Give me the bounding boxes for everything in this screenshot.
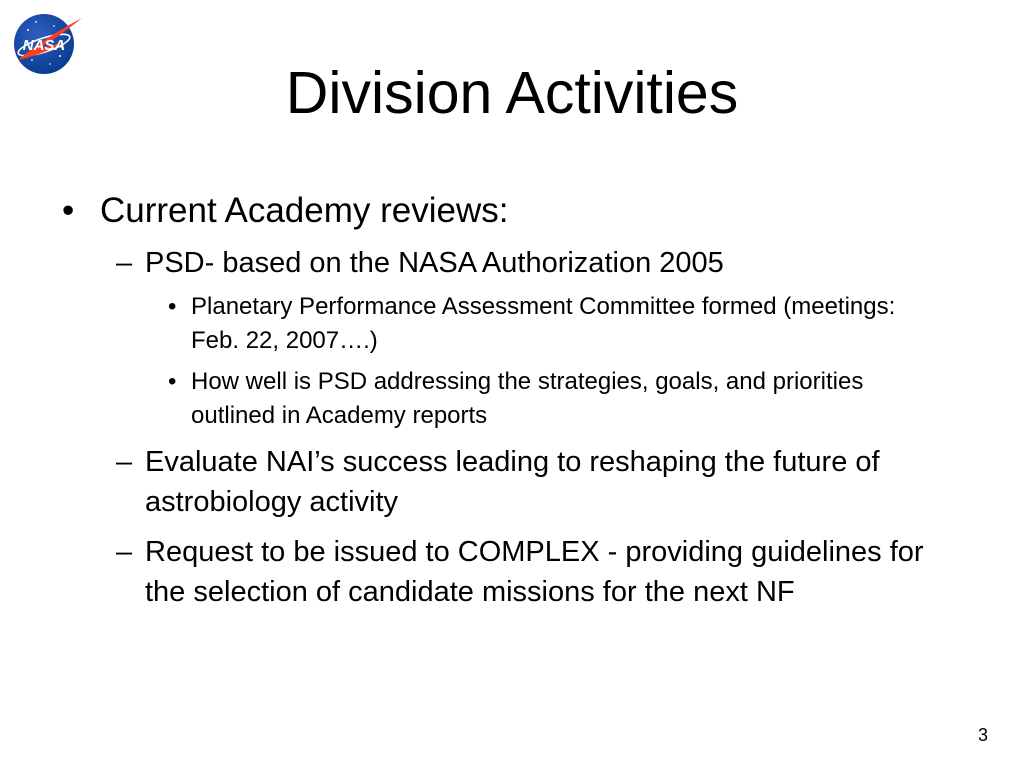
bullet-text: Current Academy reviews: xyxy=(100,191,509,230)
subsubbullet-text: Planetary Performance Assessment Committee formed (meetings: Feb. 22, 2007….) xyxy=(191,293,896,354)
dash-marker: – xyxy=(116,446,133,478)
slide-title: Division Activities xyxy=(285,60,739,126)
bullet-marker: • xyxy=(62,191,75,230)
nasa-logo-wordmark: NASA xyxy=(22,37,66,54)
dash-marker: – xyxy=(116,247,133,279)
bullet-marker: • xyxy=(168,368,177,395)
bullet-marker: • xyxy=(168,293,177,320)
subbullet-text: Request to be issued to COMPLEX - providing guidelines for the selection of candidate missions for the next NF xyxy=(145,536,924,608)
dash-marker: – xyxy=(116,536,133,568)
subsubbullet-text: How well is PSD addressing the strategies, goals, and priorities outlined in Academy reports xyxy=(191,368,864,429)
slide-number: 3 xyxy=(977,725,988,745)
subbullet-text: Evaluate NAI’s success leading to reshaping the future of astrobiology activity xyxy=(145,446,880,518)
subbullet-text: PSD- based on the NASA Authorization 2005 xyxy=(145,247,724,279)
